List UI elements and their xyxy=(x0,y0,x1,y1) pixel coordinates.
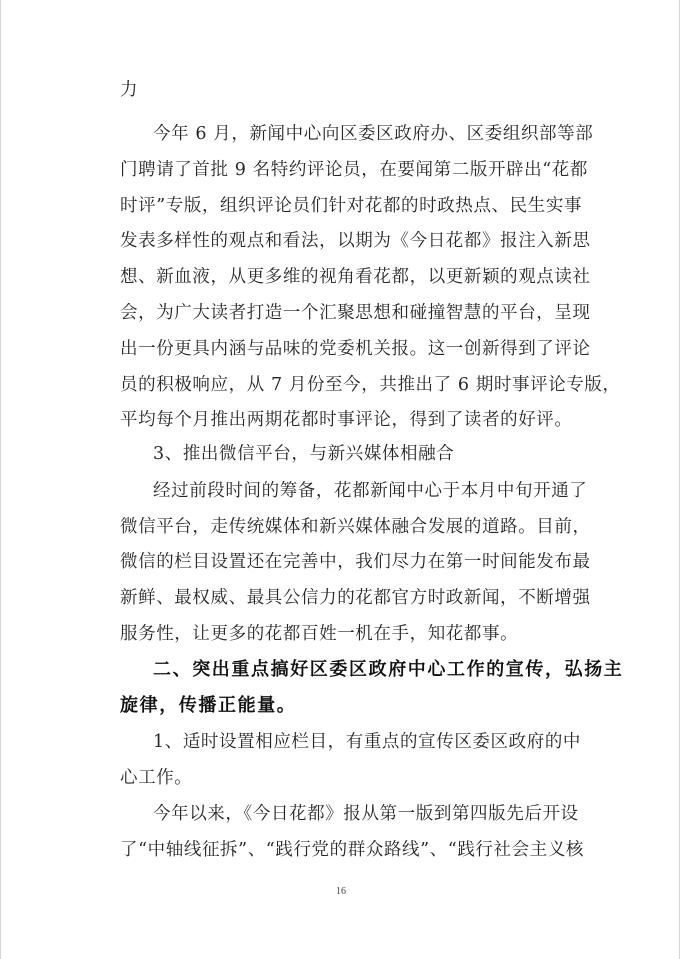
text-line: 会，为广大读者打造一个汇聚思想和碰撞智慧的平台，呈现 xyxy=(120,303,591,323)
subsection-heading-continued: 心工作。 xyxy=(120,768,193,788)
text-line: 微信平台，走传统媒体和新兴媒体融合发展的道路。目前， xyxy=(120,517,591,537)
text-line: 想、新血液，从更多维的视角看花都，以更新颖的观点读社 xyxy=(120,267,591,287)
text-line: 新鲜、最权威、最具公信力的花都官方时政新闻，不断增强 xyxy=(120,588,591,608)
subsection-heading: 3、推出微信平台，与新兴媒体相融合 xyxy=(153,444,455,464)
text-line: 平均每个月推出两期花都时事评论，得到了读者的好评。 xyxy=(120,410,573,430)
text-line: 了“中轴线征拆”、“践行党的群众路线”、“践行社会主义核 xyxy=(120,840,585,860)
section-heading: 二、突出重点搞好区委区政府中心工作的宣传，弘扬主 xyxy=(153,659,624,680)
text-line: 服务性，让更多的花都百姓一机在手，知花都事。 xyxy=(120,624,519,644)
paragraph-first-line: 今年 6 月，新闻中心向区委区政府办、区委组织部等部 xyxy=(153,124,594,144)
text-line: 微信的栏目设置还在完善中，我们尽力在第一时间能发布最 xyxy=(120,552,591,572)
paragraph-first-line: 今年以来，《今日花都》报从第一版到第四版先后开设 xyxy=(153,804,579,824)
paragraph-first-line: 经过前段时间的筹备，花都新闻中心于本月中旬开通了 xyxy=(153,481,588,501)
text-line: 出一份更具内涵与品味的党委机关报。这一创新得到了评论 xyxy=(120,339,591,359)
text-line: 发表多样性的观点和看法，以期为《今日花都》报注入新思 xyxy=(120,231,591,251)
section-heading-continued: 旋律，传播正能量。 xyxy=(120,695,297,716)
text-line: 员的积极响应，从 7 月份至今，共推出了 6 期时事评论专版， xyxy=(120,375,621,395)
text-line: 门聘请了首批 9 名特约评论员，在要闻第二版开辟出“花都 xyxy=(120,160,589,180)
subsection-heading: 1、适时设置相应栏目，有重点的宣传区委区政府的中 xyxy=(153,732,582,752)
text-line: 力 xyxy=(120,80,139,100)
page-number: 16 xyxy=(336,886,346,897)
text-line: 时评”专版，组织评论员们针对花都的时政热点、民生实事 xyxy=(120,196,583,216)
